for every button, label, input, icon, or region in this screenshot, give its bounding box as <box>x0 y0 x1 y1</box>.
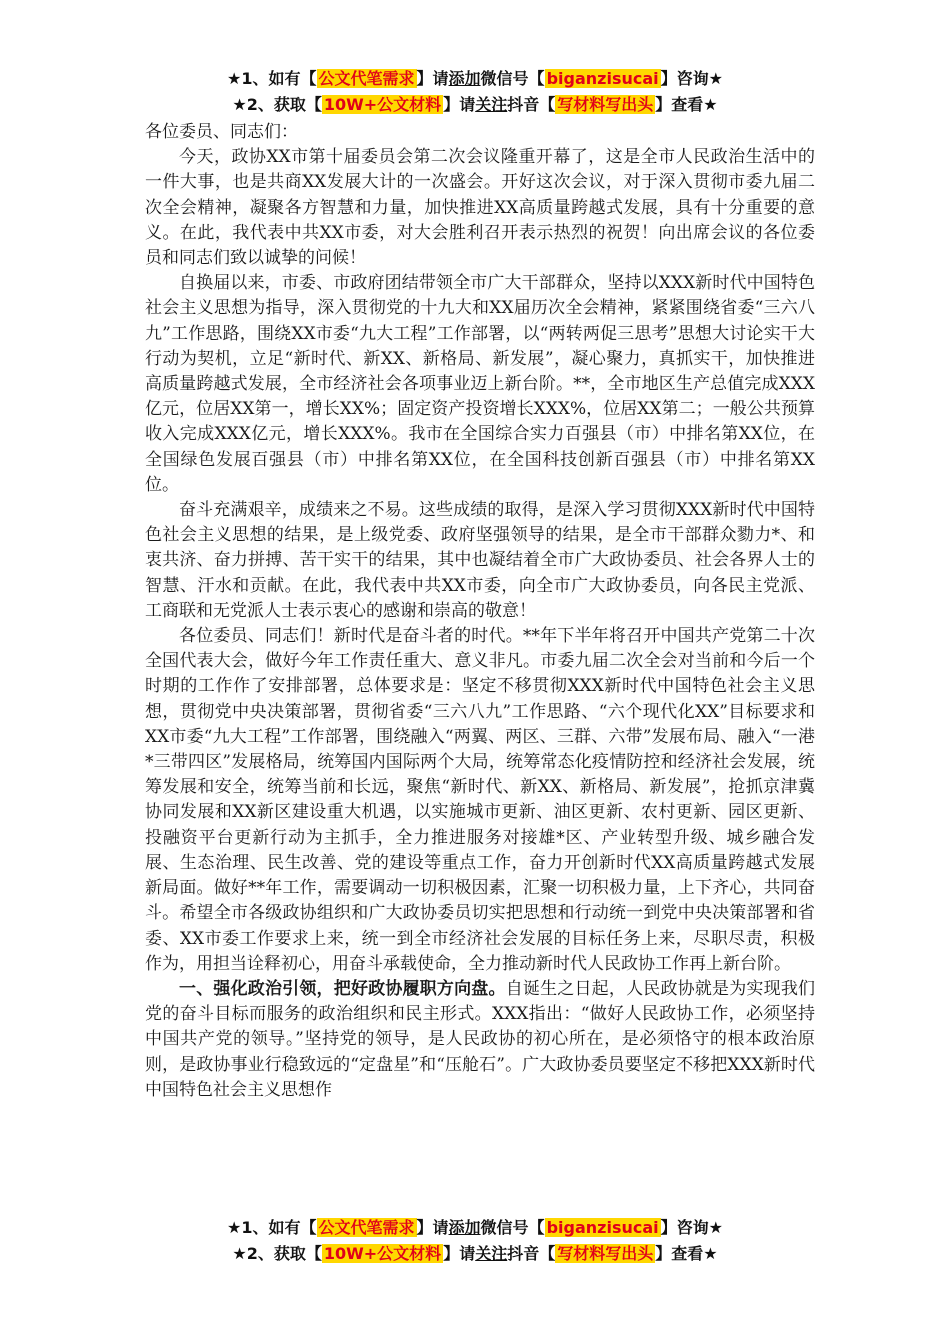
banner-line-1: ★1、如有【 公文代笔需求 】请添加微信号【 biganzisucai 】咨询★ <box>227 69 723 88</box>
paragraph-opening: 今天，政协XX市第十届委员会第二次会议隆重开幕了，这是全市人民政治生活中的一件大事，也是共商XX发展大计的一次盛会。开好这次会议，对于深入贯彻市委九届二次全会精神，凝聚各方智慧和力量，加快推进XX高质量跨越式发展，具有十分重要的意义。在此，我代表中共XX市委，对大会胜利召开表示热烈的祝贺！向出席会议的各位委员和同志们致以诚挚的问候！ <box>145 147 815 269</box>
highlight-materials: 10W+公文材料 <box>323 95 442 114</box>
document-body <box>145 120 815 1103</box>
highlight-wechat-id: biganzisucai <box>546 69 659 88</box>
highlight-douyin-id: 写材料写出头 <box>557 1244 654 1263</box>
paragraph-section-one: 一、强化政治引领，把好政协履职方向盘。自诞生之日起，人民政协就是为实现我们党的奋斗目标而服务的政治组织和民主形式。XXX指出：“做好人民政协工作，必须坚持中国共产党的领导。”坚持党的领导，是人民政协的初心所在，是必须恪守的根本政治原则，是政协事业行稳致远的“定盘星”和“压舱石”。广大政协委员要坚定不移把XXX新时代中国特色社会主义思想作 <box>145 978 816 1100</box>
paragraph-achievements: 自换届以来，市委、市政府团结带领全市广大干部群众，坚持以XXX新时代中国特色社会主义思想为指导，深入贯彻党的十九大和XX届历次全会精神，紧紧围绕省委“三六八九”工作思路，围绕XX市委“九大工程”工作部署，以“两转两促三思考”思想大讨论实干大行动为契机，立足“新时代、新XX、新格局、新发展”，凝心聚力，真抓实干，加快推进高质量跨越式发展，全市经济社会各项事业迈上新台阶。**，全市地区生产总值完成XXX亿元，位居XX第一，增长XX%；固定资产投资增长XXX%，位居XX第二；一般公共预算收入完成XXX亿元，增长XXX%。我市在全国综合实力百强县（市）中排名第XX位，在全国绿色发展百强县（市）中排名第XX位，在全国科技创新百强县（市）中排名第XX位。 <box>145 273 815 495</box>
highlight-service: 公文代笔需求 <box>318 1218 415 1237</box>
highlight-douyin-id: 写材料写出头 <box>557 95 654 114</box>
banner-line-1: ★1、如有【 公文代笔需求 】请添加微信号【 biganzisucai 】咨询★ <box>227 1218 723 1237</box>
salutation: 各位委员、同志们： <box>145 122 298 142</box>
footer-banner <box>0 1215 950 1267</box>
highlight-materials: 10W+公文材料 <box>323 1244 442 1263</box>
paragraph-requirements: 各位委员、同志们！新时代是奋斗者的时代。**年下半年将召开中国共产党第二十次全国代表大会，做好今年工作责任重大、意义非凡。市委九届二次全会对当前和今后一个时期的工作作了安排部署，总体要求是：坚定不移贯彻XXX新时代中国特色社会主义思想，贯彻党中央决策部署，贯彻省委“三六八九”工作思路、“六个现代化XX”目标要求和XX市委“九大工程”工作部署，围绕融入“两翼、两区、三群、六带”发展布局、融入“一港*三带四区”发展格局，统筹国内国际两个大局，统筹常态化疫情防控和经济社会发展，统筹发展和安全，统筹当前和长远，聚焦“新时代、新XX、新格局、新发展”，抢抓京津冀协同发展和XX新区建设重大机遇，以实施城市更新、油区更新、农村更新、园区更新、投融资平台更新行动为主抓手，全力推进服务对接雄*区、产业转型升级、城乡融合发展、生态治理、民生改善、党的建设等重点工作，奋力开创新时代XX高质量跨越式发展新局面。做好**年工作，需要调动一切积极因素，汇聚一切积极力量，上下齐心，共同奋斗。希望全市各级政协组织和广大政协委员切实把思想和行动统一到党中央决策部署和省委、XX市委工作要求上来，统一到全市经济社会发展的目标任务上来，尽职尽责，积极作为，用担当诠释初心，用奋斗承载使命，全力推动新时代人民政协工作再上新台阶。 <box>145 626 815 974</box>
section-heading: 一、强化政治引领，把好政协履职方向盘。 <box>179 978 506 999</box>
highlight-service: 公文代笔需求 <box>318 69 415 88</box>
banner-line-2: ★2、获取【 10W+公文材料 】请关注抖音【 写材料写出头 】查看★ <box>232 1244 718 1263</box>
banner-line-2: ★2、获取【 10W+公文材料 】请关注抖音【 写材料写出头 】查看★ <box>232 95 718 114</box>
header-banner <box>0 66 950 118</box>
highlight-wechat-id: biganzisucai <box>546 1218 659 1237</box>
paragraph-gratitude: 奋斗充满艰辛，成绩来之不易。这些成绩的取得，是深入学习贯彻XXX新时代中国特色社会主义思想的结果，是上级党委、政府坚强领导的结果，是全市干部群众勠力*、和衷共济、奋力拼搏、苦干实干的结果，其中也凝结着全市广大政协委员、社会各界人士的智慧、汗水和贡献。在此，我代表中共XX市委，向全市广大政协委员，向各民主党派、工商联和无党派人士表示衷心的感谢和崇高的敬意！ <box>145 500 815 621</box>
